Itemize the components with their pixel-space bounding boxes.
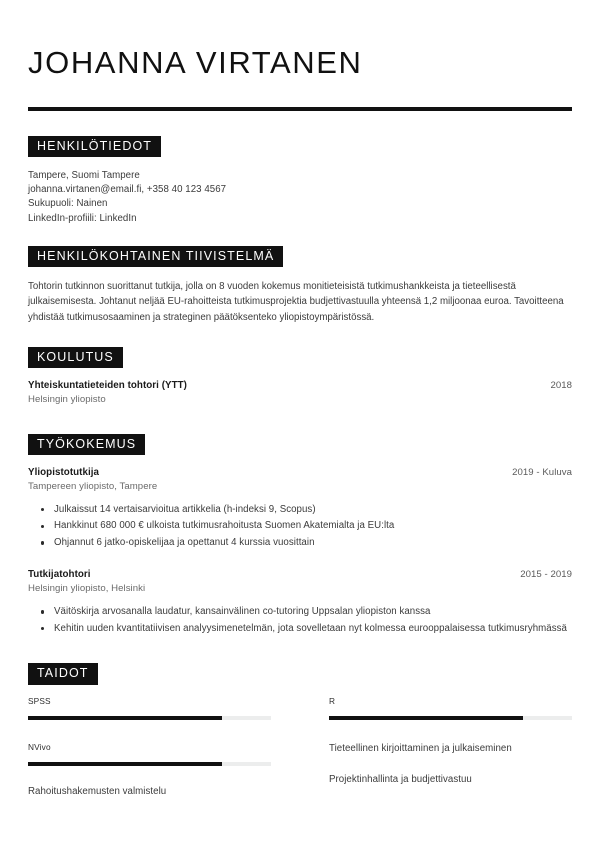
experience-employer: Helsingin yliopisto, Helsinki xyxy=(28,582,146,594)
list-item: Hankkinut 680 000 € ulkoista tutkimusrahoitusta Suomen Akatemialta ja EU:lta xyxy=(28,519,572,534)
summary-body xyxy=(28,279,572,325)
list-item: Julkaissut 14 vertaisarvioitua artikkelia (h-indeksi 9, Scopus) xyxy=(28,503,572,518)
education-list xyxy=(28,380,572,405)
spacer xyxy=(329,720,572,743)
section-contact xyxy=(28,136,572,226)
spacer xyxy=(28,226,572,246)
section-heading-education: KOULUTUS xyxy=(28,347,123,369)
spacer xyxy=(28,405,572,434)
skill-item xyxy=(329,774,572,786)
contact-line-linkedin[interactable]: LinkedIn-profiili: LinkedIn xyxy=(28,212,137,224)
skill-item xyxy=(28,697,271,720)
list-item: Kehitin uuden kvantitatiivisen analyysimenetelmän, jota sovelletaan nyt kolmessa eurooppalaisessa tutkimusryhmässä xyxy=(28,622,572,637)
list-item: Ohjannut 6 jatko-opiskelijaa ja opettanut 4 kurssia vuosittain xyxy=(28,536,572,551)
section-heading-skills: TAIDOT xyxy=(28,663,98,685)
contact-list xyxy=(28,169,572,225)
spacer xyxy=(28,325,572,347)
section-education xyxy=(28,347,572,405)
experience-bullets xyxy=(28,503,572,551)
education-entry xyxy=(28,380,572,405)
experience-entry-header xyxy=(28,467,572,478)
experience-employer: Tampereen yliopisto, Tampere xyxy=(28,480,158,492)
section-skills xyxy=(28,663,572,797)
experience-entry xyxy=(28,467,572,550)
contact-line-location: Tampere, Suomi Tampere xyxy=(28,170,140,182)
experience-date: 2015 - 2019 xyxy=(520,569,572,581)
spacer xyxy=(28,766,271,786)
skill-progress-fill xyxy=(28,716,222,720)
section-experience xyxy=(28,434,572,636)
skill-label: Tieteellinen kirjoittaminen ja julkaiseminen xyxy=(329,742,512,754)
skill-progress-fill xyxy=(28,762,222,766)
skills-column-left xyxy=(28,697,271,798)
skill-label: NVivo xyxy=(28,741,51,752)
skill-progress-track xyxy=(28,716,271,720)
skill-progress-track xyxy=(28,762,271,766)
section-heading-summary: HENKILÖKOHTAINEN TIIVISTELMÄ xyxy=(28,246,283,268)
education-date: 2018 xyxy=(550,380,572,392)
skill-label: SPSS xyxy=(28,695,51,706)
skill-item xyxy=(28,743,271,766)
list-item: Väitöskirja arvosanalla laudatur, kansainvälinen co-tutoring Uppsalan yliopiston kanssa xyxy=(28,605,572,620)
skill-item xyxy=(329,743,572,755)
summary-text: Tohtorin tutkinnon suorittanut tutkija, jolla on 8 vuoden kokemus monitieteisistä tutkimushankkeista ja tieteellisestä julkaisemisesta. Johtanut neljää EU-rahoitteista tutkimusprojektia budjettivastuulla yhteensä 1,2 miljoonaa euroa. Tavoitteena yhdistää tutkimusosaaminen ja strateginen päätöksenteko yliopistoympäristössä. xyxy=(28,281,564,323)
section-heading-contact: HENKILÖTIEDOT xyxy=(28,136,161,158)
experience-entry xyxy=(28,569,572,636)
spacer xyxy=(28,638,572,663)
skill-progress-track xyxy=(329,716,572,720)
skill-progress-fill xyxy=(329,716,523,720)
page-title: JOHANNA VIRTANEN xyxy=(28,45,363,80)
contact-line-email-phone: johanna.virtanen@email.fi, +358 40 123 4567 xyxy=(28,184,227,196)
experience-entry-header xyxy=(28,569,572,580)
spacer xyxy=(28,720,271,743)
skill-label: R xyxy=(329,695,336,706)
experience-bullets xyxy=(28,605,572,636)
section-summary xyxy=(28,246,572,325)
skill-item xyxy=(329,697,572,720)
skill-label: Rahoitushakemusten valmistelu xyxy=(28,785,167,797)
experience-date: 2019 - Kuluva xyxy=(512,467,572,479)
header-divider xyxy=(28,107,572,111)
education-degree: Yhteiskuntatieteiden tohtori (YTT) xyxy=(28,380,187,392)
education-institution: Helsingin yliopisto xyxy=(28,393,106,405)
skill-item xyxy=(28,786,271,798)
experience-list xyxy=(28,467,572,636)
skills-grid xyxy=(28,697,572,798)
contact-line-gender: Sukupuoli: Nainen xyxy=(28,198,108,210)
education-entry-header xyxy=(28,380,572,391)
skills-column-right xyxy=(329,697,572,798)
experience-role: Yliopistotutkija xyxy=(28,467,100,479)
spacer xyxy=(28,552,572,569)
section-heading-experience: TYÖKOKEMUS xyxy=(28,434,145,456)
spacer xyxy=(329,754,572,774)
experience-role: Tutkijatohtori xyxy=(28,569,91,581)
skill-label: Projektinhallinta ja budjettivastuu xyxy=(329,774,472,786)
